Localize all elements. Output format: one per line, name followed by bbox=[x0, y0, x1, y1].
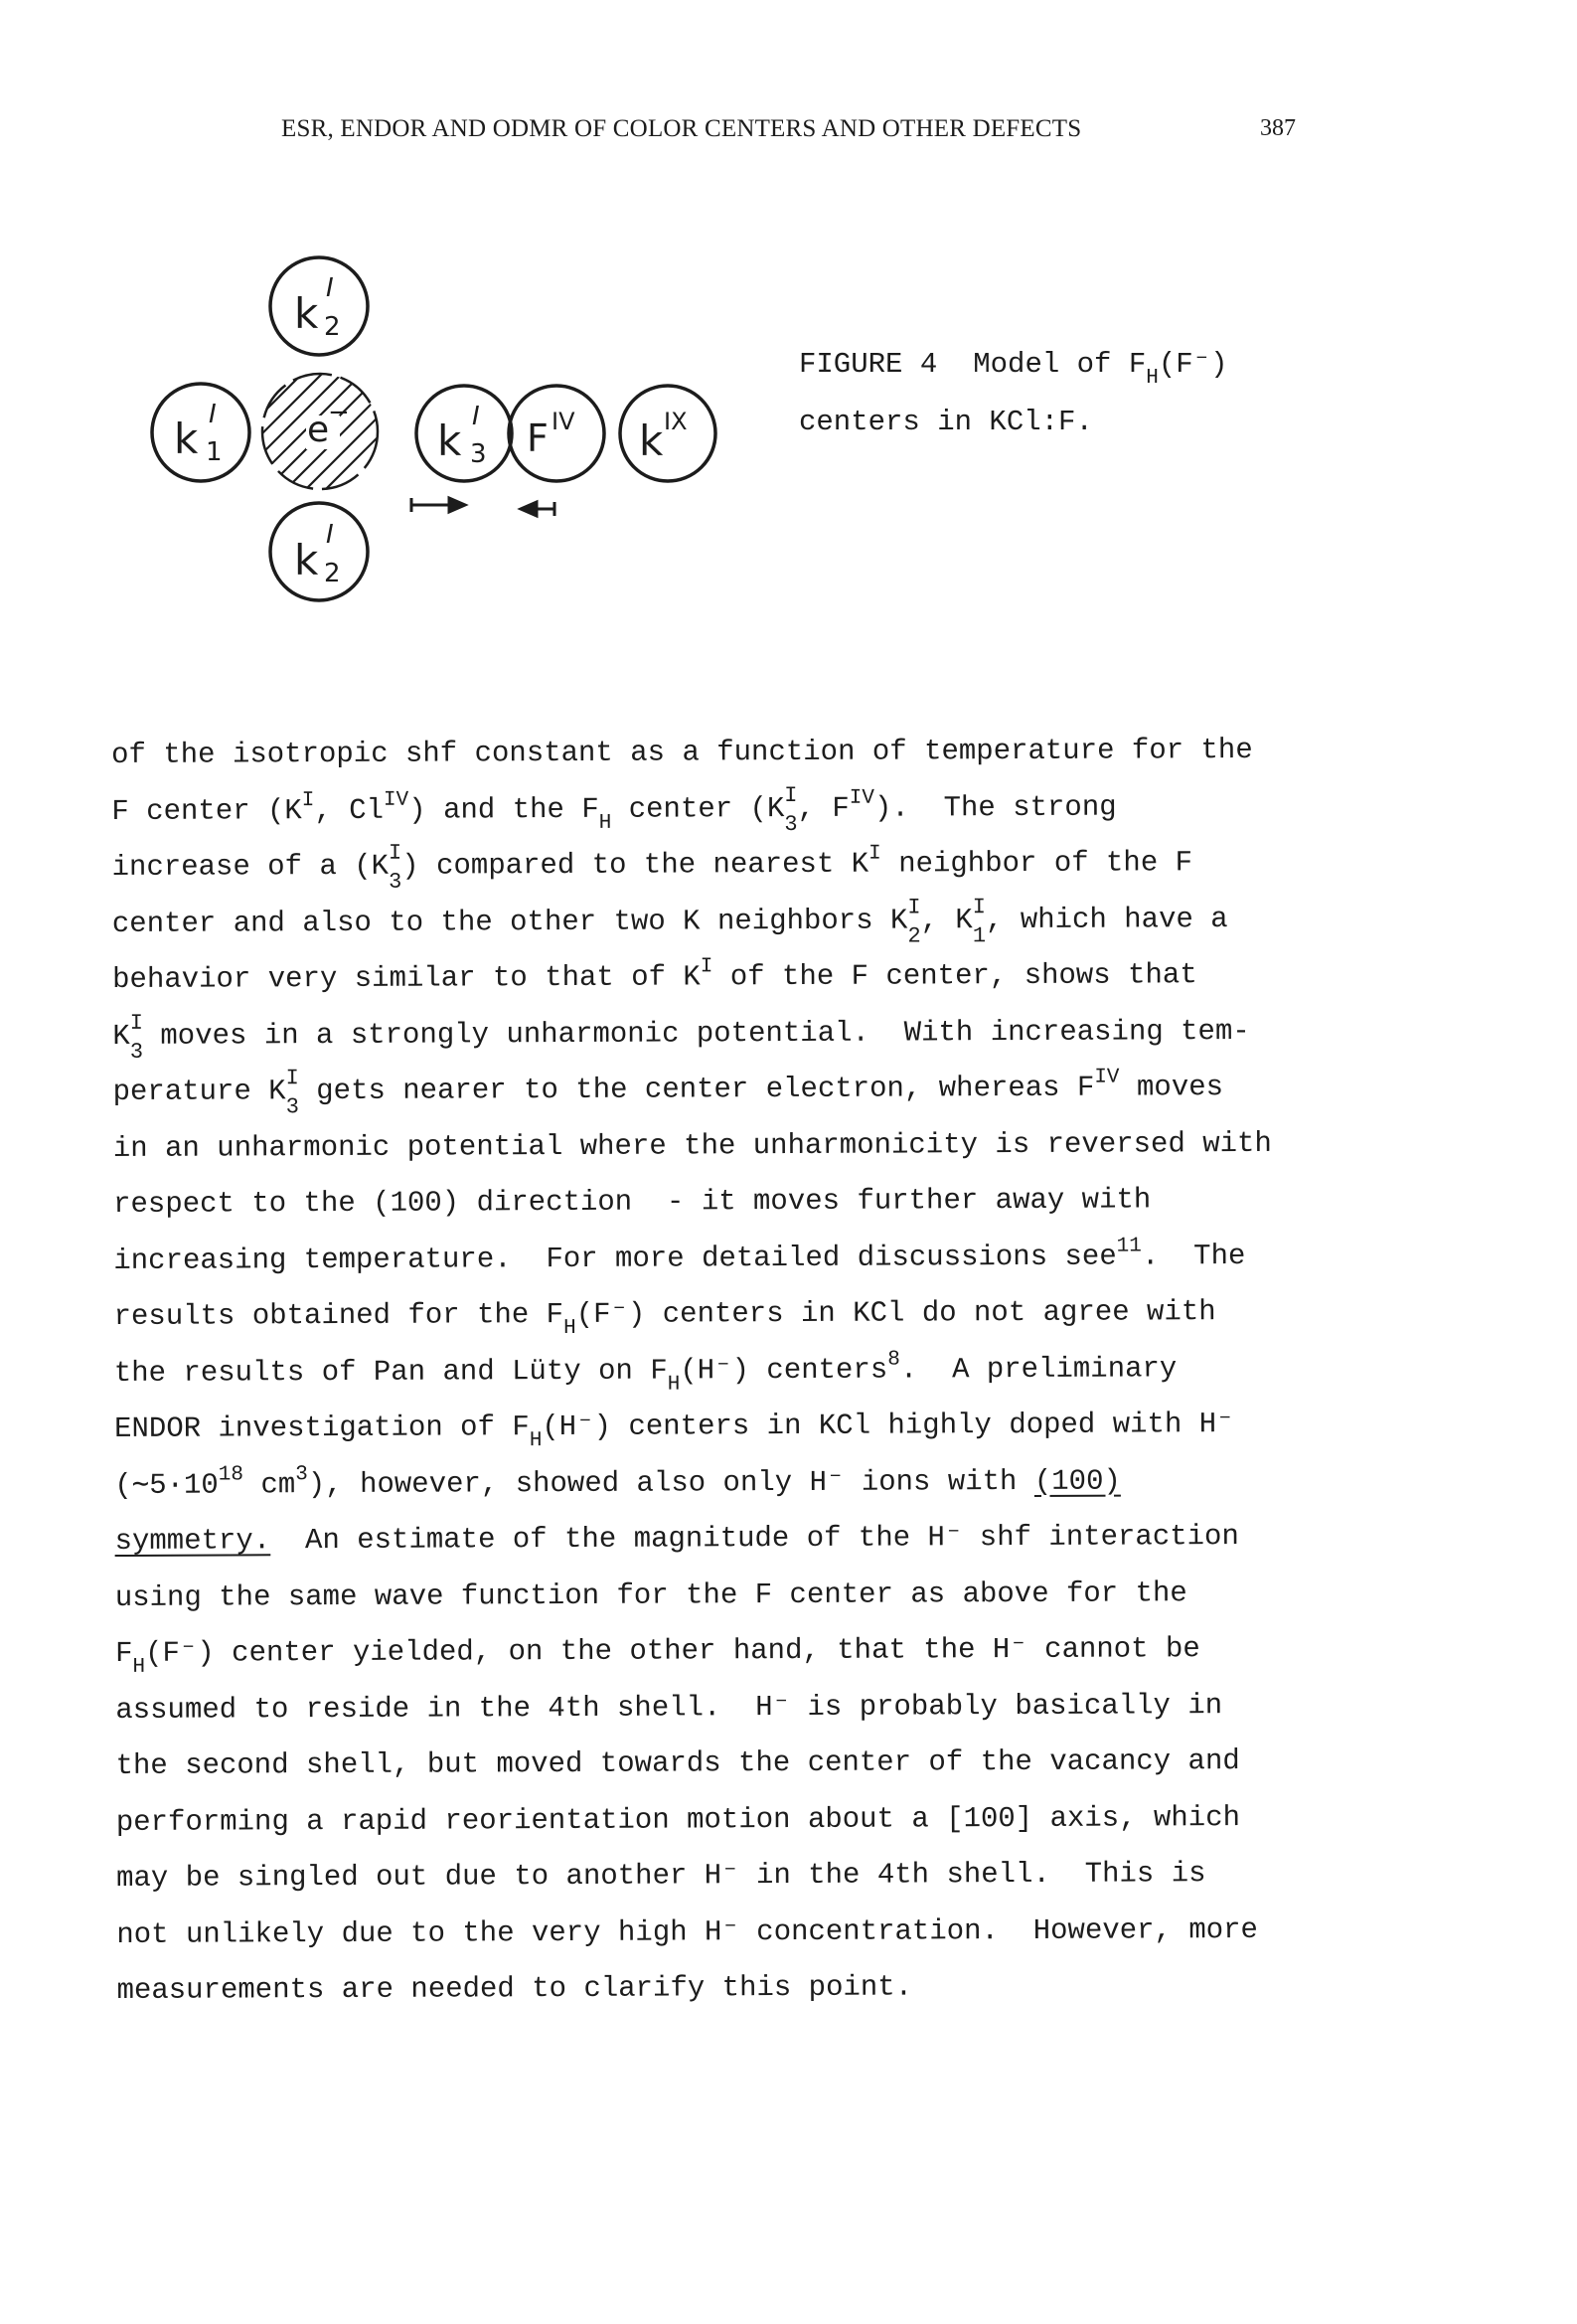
svg-text:1: 1 bbox=[206, 437, 223, 467]
text-line: $F_H(F^-)$ center yielded, on the other hand, that the H⁻ cannot be bbox=[114, 1632, 1200, 1679]
k3-label: k bbox=[437, 416, 462, 465]
f-iv-displacement-arrow bbox=[521, 502, 554, 516]
k-ix-label: k bbox=[639, 416, 664, 465]
k2-top-label: k bbox=[294, 289, 319, 338]
k2-bottom-ion bbox=[270, 503, 368, 600]
figure-caption bbox=[799, 336, 1228, 451]
text-line: behavior very similar to that of $K^I$ of the F center, shows that bbox=[112, 955, 1197, 996]
svg-text:IX: IX bbox=[664, 408, 688, 435]
text-line: respect to the (100) direction - it moves further away with bbox=[113, 1183, 1152, 1221]
text-line: ENDOR investigation of $F_H(H^-)$ centers in KCl highly doped with H⁻ bbox=[114, 1408, 1234, 1453]
electron-label: e bbox=[307, 410, 330, 450]
text-line: measurements are needed to clarify this point. bbox=[116, 1970, 913, 2007]
text-line: of the isotropic shf constant as a function of temperature for the bbox=[111, 733, 1253, 771]
text-line: center and also to the other two K neighbors K I 2 , K I 1 , which have a bbox=[111, 894, 1228, 949]
body-paragraph bbox=[111, 723, 1340, 2020]
svg-text:I: I bbox=[326, 520, 334, 550]
running-title: ESR, ENDOR AND ODMR OF COLOR CENTERS AND OTHER DEFECTS bbox=[281, 115, 1082, 142]
f-iv-label: F bbox=[527, 416, 549, 460]
k2-bottom-label: k bbox=[294, 536, 319, 584]
fh-center-model-diagram bbox=[149, 253, 745, 621]
svg-text:I: I bbox=[209, 400, 217, 429]
text-line: increasing temperature. For more detailed discussions see$^{11}$. The bbox=[113, 1234, 1246, 1277]
page-number: 387 bbox=[1260, 115, 1296, 141]
svg-text:2: 2 bbox=[324, 312, 341, 342]
reference-8: 8 bbox=[887, 1348, 900, 1372]
text-line: using the same wave function for the F center as above for the bbox=[114, 1576, 1187, 1614]
text-line: K I 3 moves in a strongly unharmonic potential. With increasing tem- bbox=[112, 1010, 1250, 1065]
text-line: performing a rapid reorientation motion about a [100] axis, which bbox=[115, 1800, 1241, 1839]
k3-displacement-arrow bbox=[411, 498, 465, 512]
svg-text:2: 2 bbox=[324, 559, 341, 588]
text-line: the results of Pan and Lüty on $F_H(H^-)$ centers$^8$. A preliminary bbox=[113, 1348, 1178, 1397]
text-line: ($\sim 5\cdot 10^{18}$ $cm^3$), however, showed also only H⁻ ions with (100) bbox=[114, 1462, 1121, 1502]
text-line: may be singled out due to another H⁻ in the 4th shell. This is bbox=[115, 1857, 1206, 1895]
svg-text:3: 3 bbox=[470, 439, 487, 469]
reference-11: 11 bbox=[1116, 1234, 1142, 1258]
text-line: the second shell, but moved towards the center of the vacancy and bbox=[115, 1744, 1240, 1782]
text-line: in an unharmonic potential where the unharmonicity is reversed with bbox=[112, 1126, 1272, 1165]
figure-label: FIGURE 4 bbox=[799, 348, 938, 381]
k1-label: k bbox=[174, 415, 199, 463]
svg-text:IV: IV bbox=[552, 408, 575, 435]
k3-ion bbox=[416, 386, 512, 481]
svg-text:I: I bbox=[472, 402, 480, 431]
k2-top-ion bbox=[270, 257, 368, 355]
svg-text:I: I bbox=[326, 273, 334, 303]
text-line: increase of a (K I 3 ) compared to the nearest $K^I$ neighbor of the F bbox=[111, 840, 1193, 895]
text-line: F center ($K^I$, $Cl^{IV}$) and the $F_H$ center (K I 3 , $F^{IV}$). The strong bbox=[111, 782, 1117, 837]
text-line: not unlikely due to the very high H⁻ concentration. However, more bbox=[116, 1912, 1259, 1951]
text-line: results obtained for the $F_H(F^-)$ centers in KCl do not agree with bbox=[113, 1295, 1216, 1341]
text-line: assumed to reside in the 4th shell. H⁻ is probably basically in bbox=[115, 1688, 1223, 1727]
k1-ion bbox=[152, 384, 249, 481]
text-line: perature K I 3 gets nearer to the center electron, whereas $F^{IV}$ moves bbox=[112, 1066, 1224, 1120]
caption-line-2: centers in KCl:F. bbox=[799, 406, 1093, 438]
svg-text:−: − bbox=[328, 398, 350, 427]
caption-line-1: FIGURE 4 Model of $F_H(F^-)$ bbox=[799, 348, 1228, 390]
text-line: symmetry. An estimate of the magnitude of the H⁻ shf interaction bbox=[114, 1520, 1239, 1558]
